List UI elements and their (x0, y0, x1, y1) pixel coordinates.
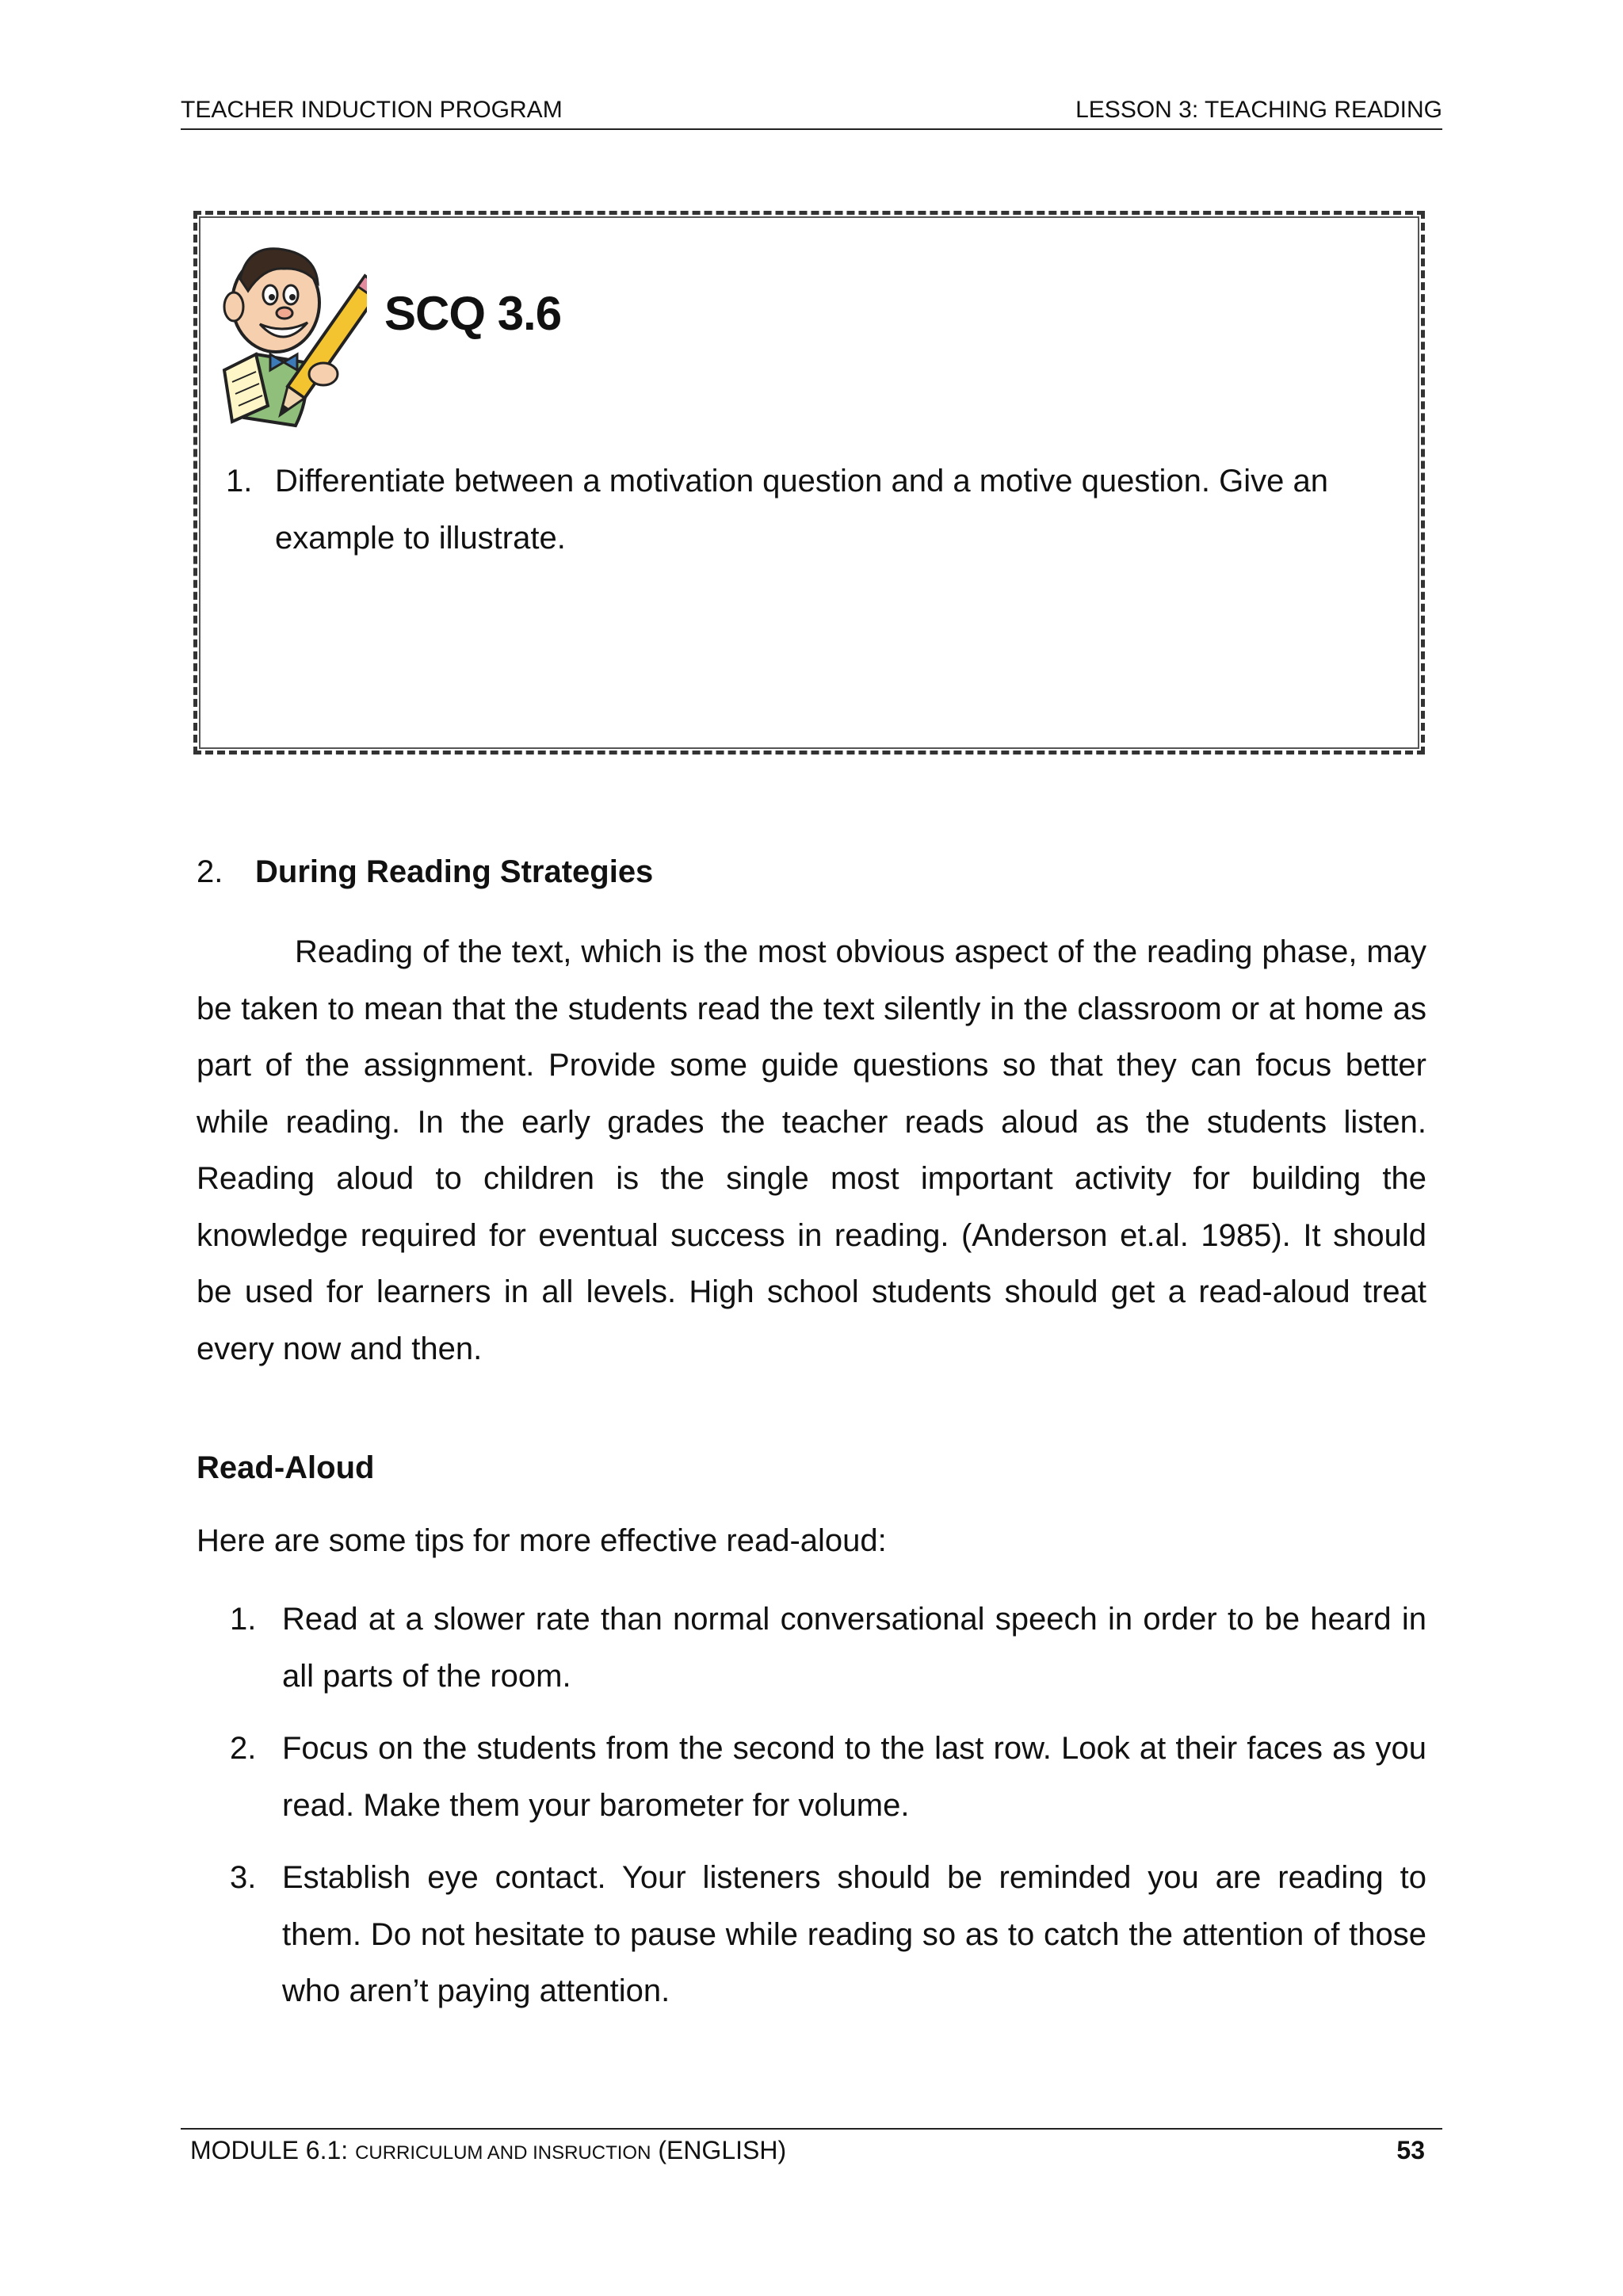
page-footer (181, 2128, 1442, 2164)
list-item (230, 1591, 1426, 1705)
scq-title: SCQ 3.6 (384, 287, 562, 340)
list-item-text: Establish eye contact. Your listeners should be reminded you are reading to them. Do not hesitate to pause while reading so as to catch the attention of those who aren’t paying attention. (282, 1860, 1426, 2008)
section-paragraph: Reading of the text, which is the most obvious aspect of the reading phase, may be taken to mean that the students read the text silently in the classroom or at home as part of the assignment. Provide some guide questions so that they can focus better while reading. In the early grades the teacher reads aloud as the students listen. Reading aloud to children is the single most important activity for building the knowledge required for eventual success in reading. (Anderson et.al. 1985). It should be used for learners in all levels. High school students should get a read-aloud treat every now and then. (197, 934, 1426, 1366)
read-aloud-heading: Read-Aloud (197, 1450, 375, 1485)
scq-question (226, 453, 1391, 567)
list-item-number: 3. (230, 1860, 257, 1895)
list-item-text: Read at a slower rate than normal conversational speech in order to be heard in all parts of the room. (282, 1602, 1426, 1694)
list-item-number: 2. (230, 1731, 257, 1766)
section-title: During Reading Strategies (255, 854, 654, 889)
list-item (230, 1850, 1426, 2020)
header-program-title: TEACHER INDUCTION PROGRAM (181, 97, 563, 123)
footer-module-suffix: (ENGLISH) (651, 2136, 787, 2164)
section-number: 2. (197, 854, 223, 889)
read-aloud-intro: Here are some tips for more effective read-aloud: (197, 1523, 887, 1558)
footer-module-course: CURRICULUM AND INSRUCTION (355, 2142, 651, 2164)
footer-module-title (190, 2136, 786, 2165)
section-heading (197, 854, 653, 890)
scq-question-text: Differentiate between a motivation question and a motive question. Give an example to illustrate. (275, 464, 1328, 556)
header-lesson-title: LESSON 3: TEACHING READING (1075, 97, 1442, 123)
scq-question-number: 1. (226, 464, 253, 499)
read-aloud-tips-list (230, 1591, 1426, 2036)
page-number: 53 (1396, 2136, 1425, 2164)
list-item (230, 1721, 1426, 1834)
list-item-text: Focus on the students from the second to the last row. Look at their faces as you read. Make them your barometer for volume. (282, 1731, 1426, 1823)
footer-module-prefix: MODULE 6.1: (190, 2136, 356, 2164)
list-item-number: 1. (230, 1602, 257, 1637)
cartoon-man-with-pencil-icon (208, 235, 367, 437)
page-header (181, 95, 1442, 130)
scq-box (193, 211, 1425, 755)
